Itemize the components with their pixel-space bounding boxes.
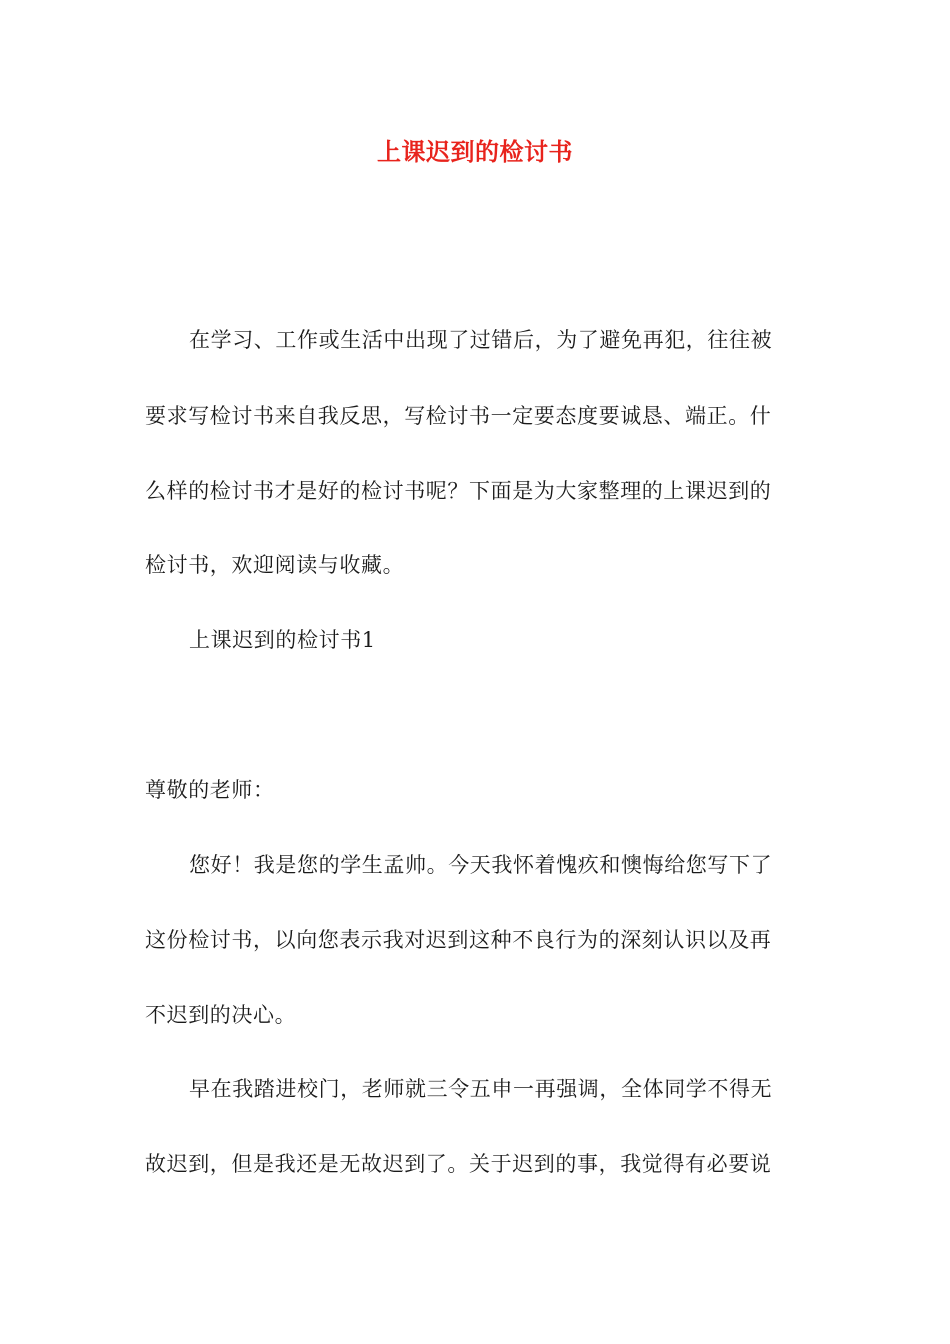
- paragraph-line: 要求写检讨书来自我反思，写检讨书一定要态度要诚恳、端正。什: [145, 404, 772, 428]
- salutation: 尊敬的老师：: [145, 778, 275, 802]
- paragraph-line: 您好！我是您的学生孟帅。今天我怀着愧疚和懊悔给您写下了: [189, 853, 773, 877]
- paragraph-line: 故迟到，但是我还是无故迟到了。关于迟到的事，我觉得有必要说: [145, 1152, 772, 1176]
- document-title: 上课迟到的检讨书: [377, 137, 573, 166]
- paragraph-line: 检讨书，欢迎阅读与收藏。: [145, 553, 405, 577]
- paragraph-line: 不迟到的决心。: [145, 1003, 297, 1027]
- paragraph-line: 早在我踏进校门，老师就三令五申一再强调，全体同学不得无: [189, 1077, 773, 1101]
- paragraph-line: 这份检讨书，以向您表示我对迟到这种不良行为的深刻认识以及再: [145, 928, 772, 952]
- paragraph-line: 在学习、工作或生活中出现了过错后，为了避免再犯，往往被: [189, 328, 773, 352]
- section-heading: 上课迟到的检讨书1: [189, 628, 376, 652]
- paragraph-line: 么样的检讨书才是好的检讨书呢？下面是为大家整理的上课迟到的: [145, 479, 772, 503]
